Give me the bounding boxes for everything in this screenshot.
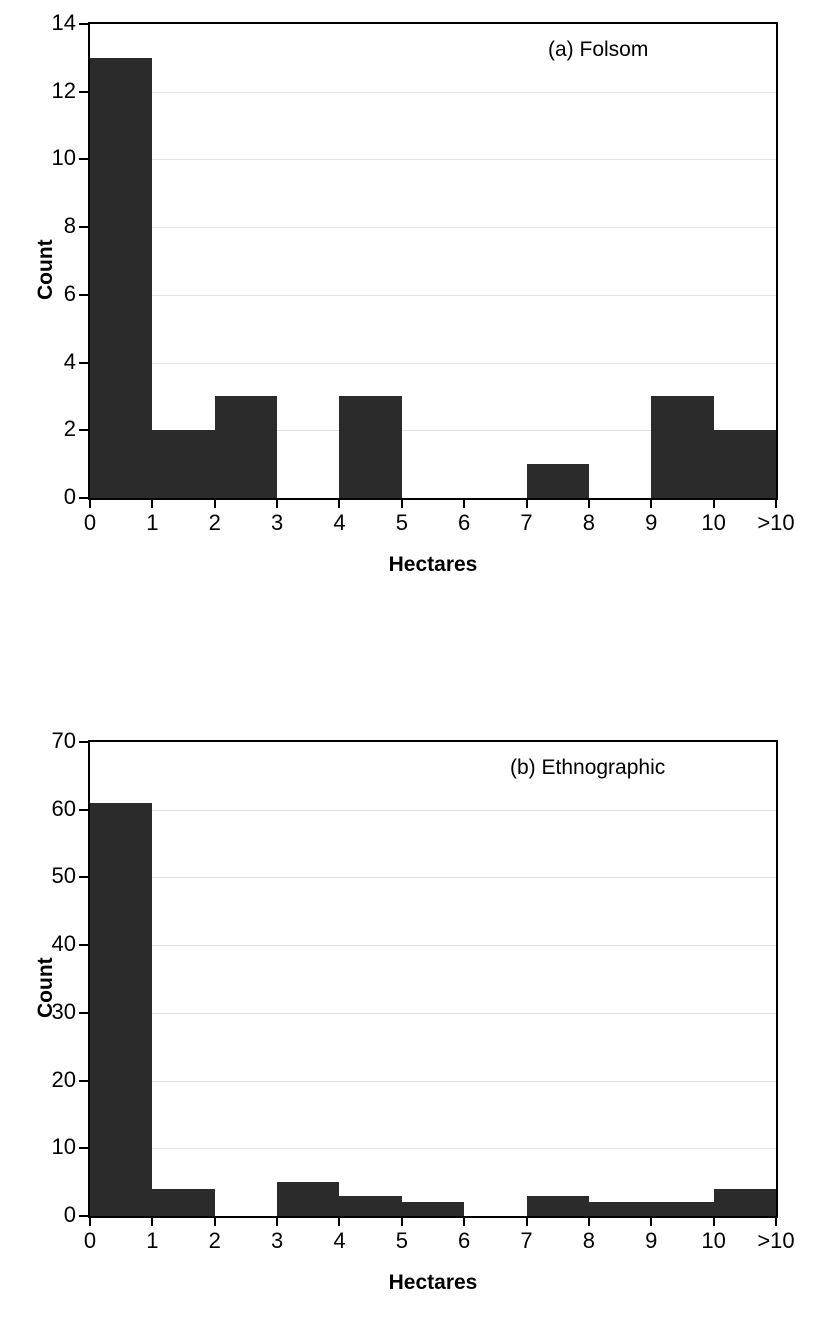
bar [589,1202,651,1216]
y-tick-label: 12 [51,77,76,103]
y-tick-label: 14 [51,10,76,35]
y-tick-mark [79,226,88,228]
x-tick-mark [650,500,652,508]
x-tick-mark [89,500,91,508]
x-tick-mark [401,500,403,508]
y-tick-label: 2 [63,416,76,442]
y-tick-mark [79,91,88,93]
bar [527,464,589,498]
y-axis-label-ethnographic: Count [34,957,57,1018]
bar [152,430,214,498]
x-tick-mark [89,1218,91,1226]
x-tick-mark [463,500,465,508]
chart-title-folsom: (a) Folsom [548,38,649,61]
bar [152,1189,214,1216]
y-tick-label: 40 [51,931,76,957]
x-tick-mark [151,500,153,508]
y-tick-mark [79,294,88,296]
y-tick-mark [79,429,88,431]
x-tick-mark [775,500,777,508]
x-tick-label: 8 [582,510,596,535]
y-tick-label: 70 [51,728,76,753]
x-tick-label: >10 [757,1228,795,1253]
bar [339,396,401,498]
x-tick-mark [650,1218,652,1226]
x-tick-mark [276,500,278,508]
x-tick-label: 0 [83,1228,97,1253]
y-tick-label: 10 [51,1134,76,1160]
y-tick-label: 0 [63,484,76,509]
y-tick-label: 8 [63,213,76,239]
x-tick-label: 2 [208,1228,221,1253]
x-tick-mark [214,1218,216,1226]
x-tick-mark [775,1218,777,1226]
bar [90,58,152,498]
x-tick-label: 7 [520,510,533,535]
y-tick-label: 50 [51,863,76,889]
x-tick-mark [526,1218,528,1226]
bar [714,1189,776,1216]
x-tick-mark [401,1218,403,1226]
x-tick-label: 2 [208,510,221,535]
y-tick-mark [79,1080,88,1082]
x-tick-mark [214,500,216,508]
bar [651,1202,713,1216]
x-tick-label: 9 [645,1228,658,1253]
x-tick-mark [151,1218,153,1226]
bars-folsom [90,24,776,498]
x-tick-mark [338,1218,340,1226]
x-tick-mark [463,1218,465,1226]
y-axis-label-folsom: Count [34,239,57,300]
y-tick-mark [79,1012,88,1014]
y-tick-label: 0 [63,1202,76,1227]
y-tick-mark [79,158,88,160]
x-tick-mark [276,1218,278,1226]
x-tick-label: 7 [520,1228,533,1253]
x-tick-mark [588,1218,590,1226]
y-tick-mark [79,876,88,878]
x-axis-label-folsom: Hectares [388,553,478,576]
bar [651,396,713,498]
x-tick-mark [588,500,590,508]
x-tick-label: 0 [83,510,97,535]
y-tick-mark [79,497,88,499]
y-tick-label: 6 [63,280,76,306]
y-tick-label: 60 [51,795,76,821]
y-tick-mark [79,741,88,743]
y-tick-mark [79,362,88,364]
chart-ethnographic [0,718,818,1318]
x-tick-label: 9 [645,510,658,535]
x-tick-label: 10 [701,510,726,535]
chart-title-ethnographic: (b) Ethnographic [510,756,666,779]
y-tick-mark [79,1215,88,1217]
x-tick-label: >10 [757,510,795,535]
x-tick-mark [338,500,340,508]
x-tick-label: 5 [395,510,408,535]
x-tick-label: 6 [458,1228,471,1253]
plot-area-folsom [88,22,778,500]
bar [402,1202,464,1216]
x-tick-label: 3 [270,1228,284,1253]
plot-area-ethnographic [88,740,778,1218]
x-tick-mark [526,500,528,508]
x-tick-label: 10 [701,1228,726,1253]
chart-folsom [0,0,818,600]
bar [277,1182,339,1216]
bars-ethnographic [90,742,776,1216]
x-tick-label: 6 [458,510,471,535]
x-tick-label: 8 [582,1228,596,1253]
y-tick-mark [79,1147,88,1149]
y-tick-label: 20 [51,1066,76,1092]
bar [714,430,776,498]
bar [215,396,277,498]
x-tick-mark [713,1218,715,1226]
x-tick-label: 4 [333,1228,346,1253]
bar [527,1196,589,1216]
x-tick-label: 5 [395,1228,408,1253]
bar [90,803,152,1216]
y-tick-mark [79,23,88,25]
y-tick-label: 10 [51,145,76,171]
x-tick-label: 1 [146,1228,159,1253]
y-tick-label: 30 [51,998,76,1024]
x-tick-label: 4 [333,510,346,535]
x-tick-mark [713,500,715,508]
x-axis-label-ethnographic: Hectares [388,1271,478,1294]
y-tick-mark [79,809,88,811]
bar [339,1196,401,1216]
x-tick-label: 3 [270,510,284,535]
y-tick-label: 4 [63,348,76,374]
x-tick-label: 1 [146,510,159,535]
y-tick-mark [79,944,88,946]
